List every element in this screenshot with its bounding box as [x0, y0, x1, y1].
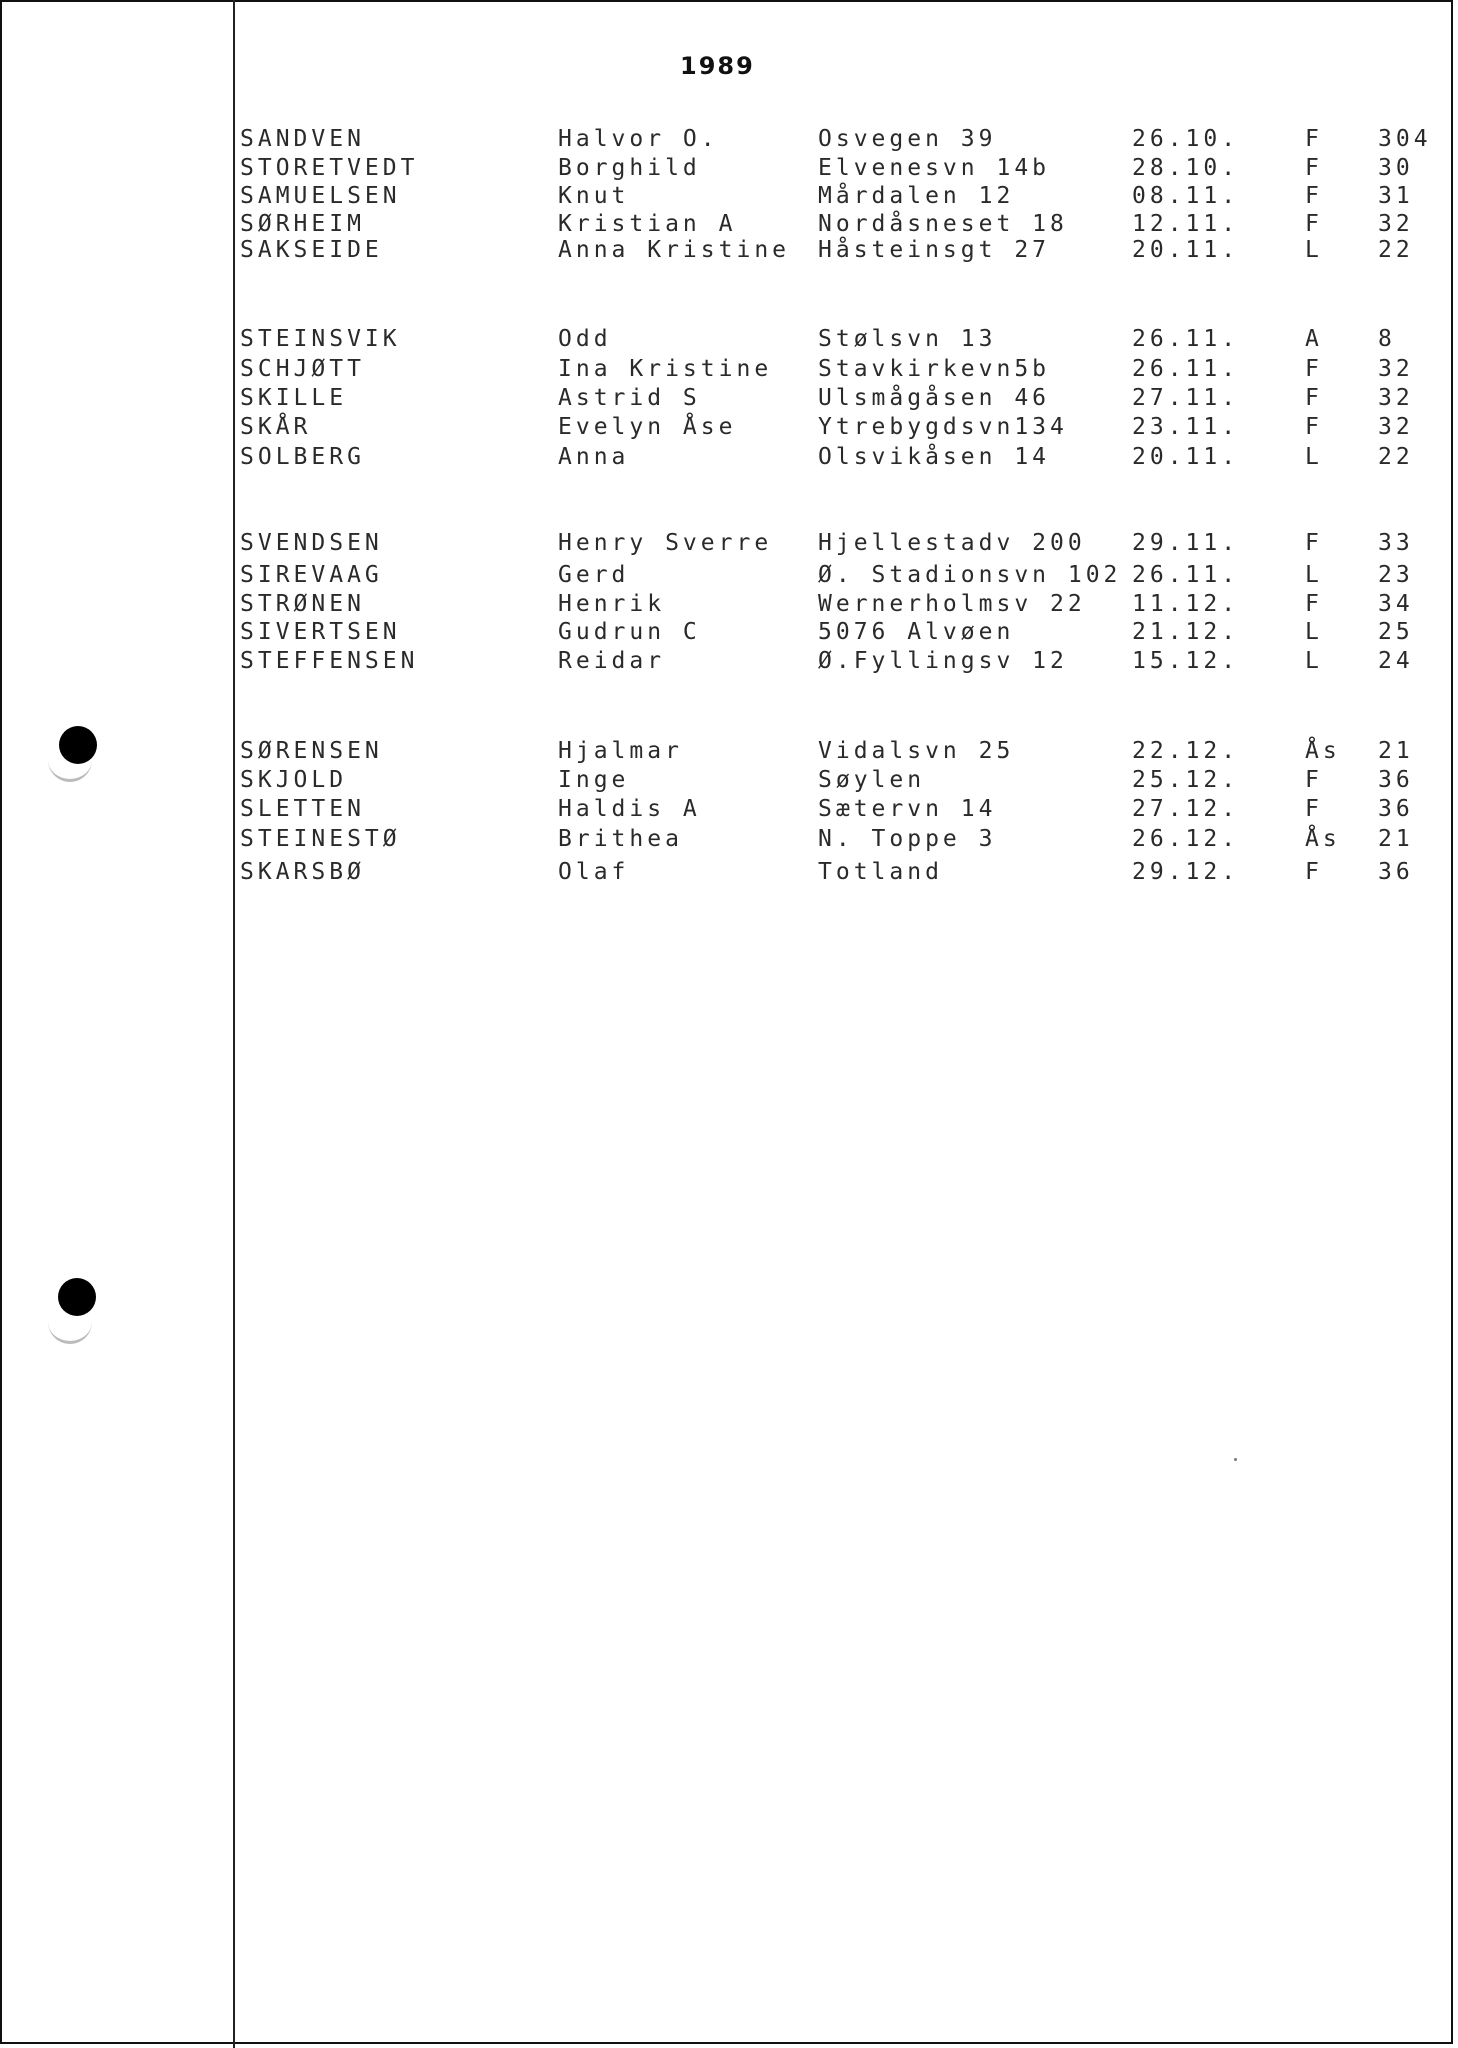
date-cell: 23.11. — [1132, 414, 1240, 440]
number-cell: 36 — [1378, 767, 1414, 793]
surname-cell: SAMUELSEN — [240, 183, 401, 209]
code-cell: F — [1305, 183, 1323, 209]
register-row — [240, 183, 1450, 211]
code-cell: F — [1305, 356, 1323, 382]
date-cell: 20.11. — [1132, 444, 1240, 470]
number-cell: 23 — [1378, 562, 1414, 588]
address-cell: Ø.Fyllingsv 12 — [818, 648, 1068, 674]
date-cell: 20.11. — [1132, 237, 1240, 263]
number-cell: 32 — [1378, 211, 1414, 237]
date-cell: 26.10. — [1132, 126, 1240, 152]
number-cell: 36 — [1378, 796, 1414, 822]
date-cell: 25.12. — [1132, 767, 1240, 793]
number-cell: 22 — [1378, 444, 1414, 470]
register-row — [240, 767, 1450, 795]
address-cell: Hjellestadv 200 — [818, 530, 1086, 556]
code-cell: F — [1305, 530, 1323, 556]
number-cell: 32 — [1378, 414, 1414, 440]
date-cell: 11.12. — [1132, 591, 1240, 617]
surname-cell: SOLBERG — [240, 444, 365, 470]
surname-cell: STEINESTØ — [240, 826, 401, 852]
surname-cell: SØRHEIM — [240, 211, 365, 237]
number-cell: 21 — [1378, 738, 1414, 764]
address-cell: Vidalsvn 25 — [818, 738, 1015, 764]
register-row — [240, 796, 1450, 824]
address-cell: Søylen — [818, 767, 926, 793]
binder-margin-line — [233, 0, 235, 2048]
given-name-cell: Henry Sverre — [558, 530, 773, 556]
register-row — [240, 619, 1450, 647]
address-cell: Wernerholmsv 22 — [818, 591, 1086, 617]
register-row — [240, 591, 1450, 619]
address-cell: Håsteinsgt 27 — [818, 237, 1051, 263]
surname-cell: STEFFENSEN — [240, 648, 419, 674]
number-cell: 304 — [1378, 126, 1432, 152]
scan-speck — [1234, 1458, 1237, 1461]
address-cell: Stavkirkevn5b — [818, 356, 1051, 382]
given-name-cell: Inge — [558, 767, 630, 793]
given-name-cell: Knut — [558, 183, 630, 209]
page-year: 1989 — [680, 52, 755, 80]
register-row — [240, 444, 1450, 472]
number-cell: 24 — [1378, 648, 1414, 674]
date-cell: 08.11. — [1132, 183, 1240, 209]
date-cell: 28.10. — [1132, 155, 1240, 181]
surname-cell: SIVERTSEN — [240, 619, 401, 645]
address-cell: Mårdalen 12 — [818, 183, 1015, 209]
code-cell: L — [1305, 237, 1323, 263]
number-cell: 32 — [1378, 356, 1414, 382]
surname-cell: SAKSEIDE — [240, 237, 383, 263]
register-row — [240, 414, 1450, 442]
given-name-cell: Ina Kristine — [558, 356, 773, 382]
code-cell: F — [1305, 211, 1323, 237]
surname-cell: SLETTEN — [240, 796, 365, 822]
code-cell: A — [1305, 326, 1323, 352]
register-row — [240, 237, 1450, 265]
register-row — [240, 738, 1450, 766]
code-cell: Ås — [1305, 826, 1341, 852]
given-name-cell: Reidar — [558, 648, 666, 674]
given-name-cell: Henrik — [558, 591, 666, 617]
given-name-cell: Halvor O. — [558, 126, 719, 152]
surname-cell: STEINSVIK — [240, 326, 401, 352]
given-name-cell: Gudrun C — [558, 619, 701, 645]
code-cell: F — [1305, 414, 1323, 440]
register-row — [240, 826, 1450, 854]
address-cell: Olsvikåsen 14 — [818, 444, 1051, 470]
address-cell: 5076 Alvøen — [818, 619, 1015, 645]
surname-cell: SØRENSEN — [240, 738, 383, 764]
surname-cell: SANDVEN — [240, 126, 365, 152]
code-cell: F — [1305, 126, 1323, 152]
surname-cell: SVENDSEN — [240, 530, 383, 556]
address-cell: N. Toppe 3 — [818, 826, 997, 852]
given-name-cell: Evelyn Åse — [558, 414, 737, 440]
number-cell: 31 — [1378, 183, 1414, 209]
date-cell: 12.11. — [1132, 211, 1240, 237]
register-row — [240, 859, 1450, 887]
number-cell: 30 — [1378, 155, 1414, 181]
date-cell: 26.11. — [1132, 356, 1240, 382]
given-name-cell: Haldis A — [558, 796, 701, 822]
code-cell: F — [1305, 796, 1323, 822]
given-name-cell: Olaf — [558, 859, 630, 885]
date-cell: 29.11. — [1132, 530, 1240, 556]
surname-cell: SCHJØTT — [240, 356, 365, 382]
register-row — [240, 356, 1450, 384]
code-cell: L — [1305, 562, 1323, 588]
address-cell: Stølsvn 13 — [818, 326, 997, 352]
register-row — [240, 562, 1450, 590]
address-cell: Elvenesvn 14b — [818, 155, 1051, 181]
register-row — [240, 648, 1450, 676]
date-cell: 29.12. — [1132, 859, 1240, 885]
address-cell: Nordåsneset 18 — [818, 211, 1068, 237]
date-cell: 27.12. — [1132, 796, 1240, 822]
given-name-cell: Brithea — [558, 826, 683, 852]
date-cell: 26.11. — [1132, 326, 1240, 352]
number-cell: 8 — [1378, 326, 1396, 352]
register-row — [240, 385, 1450, 413]
code-cell: F — [1305, 859, 1323, 885]
surname-cell: STORETVEDT — [240, 155, 419, 181]
register-row — [240, 155, 1450, 183]
number-cell: 34 — [1378, 591, 1414, 617]
code-cell: F — [1305, 767, 1323, 793]
surname-cell: SKÅR — [240, 414, 312, 440]
address-cell: Ø. Stadionsvn 102 — [818, 562, 1122, 588]
number-cell: 32 — [1378, 385, 1414, 411]
surname-cell: SIREVAAG — [240, 562, 383, 588]
date-cell: 21.12. — [1132, 619, 1240, 645]
number-cell: 25 — [1378, 619, 1414, 645]
address-cell: Osvegen 39 — [818, 126, 997, 152]
code-cell: L — [1305, 648, 1323, 674]
given-name-cell: Hjalmar — [558, 738, 683, 764]
surname-cell: SKILLE — [240, 385, 348, 411]
register-row — [240, 211, 1450, 239]
number-cell: 36 — [1378, 859, 1414, 885]
punch-hole-lower — [58, 1278, 96, 1316]
register-row — [240, 326, 1450, 354]
register-row — [240, 126, 1450, 154]
given-name-cell: Borghild — [558, 155, 701, 181]
date-cell: 27.11. — [1132, 385, 1240, 411]
given-name-cell: Gerd — [558, 562, 630, 588]
given-name-cell: Odd — [558, 326, 612, 352]
punch-hole-upper — [59, 726, 97, 764]
number-cell: 21 — [1378, 826, 1414, 852]
code-cell: L — [1305, 619, 1323, 645]
date-cell: 26.12. — [1132, 826, 1240, 852]
address-cell: Totland — [818, 859, 943, 885]
code-cell: F — [1305, 591, 1323, 617]
date-cell: 15.12. — [1132, 648, 1240, 674]
code-cell: F — [1305, 385, 1323, 411]
code-cell: Ås — [1305, 738, 1341, 764]
date-cell: 22.12. — [1132, 738, 1240, 764]
register-row — [240, 530, 1450, 558]
surname-cell: SKJOLD — [240, 767, 348, 793]
address-cell: Sætervn 14 — [818, 796, 997, 822]
given-name-cell: Kristian A — [558, 211, 737, 237]
address-cell: Ulsmågåsen 46 — [818, 385, 1051, 411]
code-cell: L — [1305, 444, 1323, 470]
date-cell: 26.11. — [1132, 562, 1240, 588]
given-name-cell: Anna — [558, 444, 630, 470]
address-cell: Ytrebygdsvn134 — [818, 414, 1068, 440]
code-cell: F — [1305, 155, 1323, 181]
given-name-cell: Astrid S — [558, 385, 701, 411]
number-cell: 22 — [1378, 237, 1414, 263]
surname-cell: STRØNEN — [240, 591, 365, 617]
surname-cell: SKARSBØ — [240, 859, 365, 885]
number-cell: 33 — [1378, 530, 1414, 556]
given-name-cell: Anna Kristine — [558, 237, 791, 263]
